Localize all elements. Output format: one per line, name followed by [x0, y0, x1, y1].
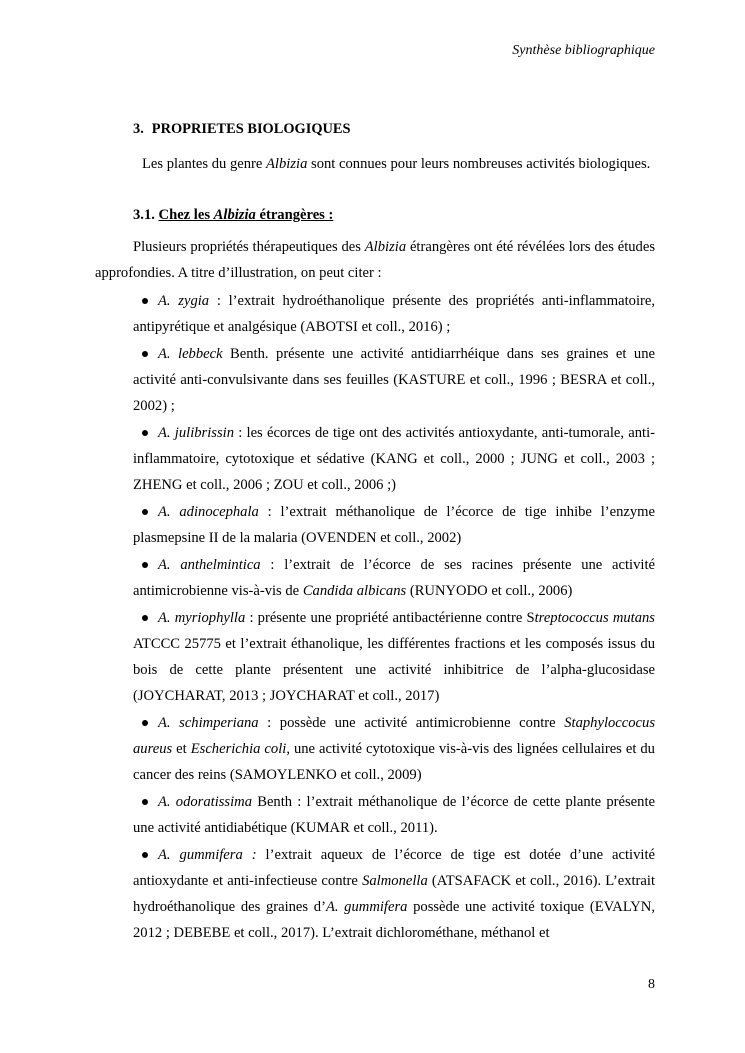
organism-name: treptococcus mutans: [534, 610, 655, 626]
text: Benth : l’extrait méthanolique de l’écorce de cette plante présente une activité antidiabétique (KUMAR et coll., 2011).: [133, 794, 655, 836]
species-name: A. zygia: [158, 293, 210, 309]
bullet-icon: [133, 552, 158, 578]
bullet-icon: [133, 789, 158, 815]
bullet-icon: [133, 605, 158, 631]
section-heading: [133, 121, 351, 138]
species-name: A. gummifera :: [158, 847, 257, 863]
intro-paragraph: [95, 151, 655, 177]
list-item: [133, 710, 655, 788]
list-item: [133, 552, 655, 604]
bullet-icon: [133, 288, 158, 314]
genus-name: Albizia: [266, 156, 308, 172]
species-list: [133, 288, 655, 947]
list-item: [133, 789, 655, 841]
bullet-icon: [133, 710, 158, 736]
running-header: Synthèse bibliographique: [512, 43, 655, 58]
genus-name: Albizia: [364, 239, 407, 255]
species-name: A. myriophylla: [158, 610, 246, 626]
text: et: [172, 741, 191, 757]
text: Chez les: [158, 207, 214, 223]
text: possède une activité toxique (EVALYN, 2012 ; DEBEBE et coll., 2017). L’extrait dichlorométhane, méthanol et: [133, 899, 655, 941]
text: Les plantes du genre: [142, 156, 267, 172]
list-item: [133, 341, 655, 419]
species-name: A. julibrissin: [158, 425, 234, 441]
species-name: A. lebbeck: [158, 346, 223, 362]
text: : les écorces de tige ont des activités antioxydante, anti-tumorale, anti-inflammatoire, cytotoxique et sédative (KANG et coll., 2000 ; JUNG et coll., 2003 ; ZHENG et coll., 2006 ; ZOU et coll., 2006 ;): [133, 425, 655, 493]
species-name: A. adinocephala: [158, 504, 259, 520]
species-name: A. schimperiana: [158, 715, 259, 731]
section-title: PROPRIETES BIOLOGIQUES: [151, 121, 351, 137]
text: : présente une propriété antibactérienne contre S: [245, 610, 535, 626]
section-number: 3.: [133, 121, 144, 137]
genus-name: Albizia: [213, 207, 256, 223]
list-item: [133, 288, 655, 340]
organism-name: Escherichia coli: [190, 741, 287, 757]
text: , une activité cytotoxique vis-à-vis des lignées cellulaires et du cancer des reins (SAMOYLENKO et coll., 2009): [133, 741, 655, 783]
text: Plusieurs propriétés thérapeutiques des: [133, 239, 365, 255]
body-paragraph: [95, 234, 655, 286]
list-item: [133, 420, 655, 498]
text: : l’extrait méthanolique de l’écorce de tige inhibe l’enzyme plasmepsine II de la malaria (OVENDEN et coll., 2002): [133, 504, 655, 546]
text: : possède une activité antimicrobienne contre: [258, 715, 565, 731]
text: : l’extrait de l’écorce de ses racines présente une activité antimicrobienne vis-à-vis de: [133, 557, 655, 599]
bullet-icon: [133, 341, 158, 367]
organism-name: Salmonella: [362, 873, 428, 889]
bullet-icon: [133, 499, 158, 525]
subsection-number: 3.1.: [133, 207, 155, 223]
subsection-heading: [133, 207, 333, 224]
text: sont connues pour leurs nombreuses activités biologiques.: [307, 156, 651, 172]
text: Benth. présente une activité antidiarrhéique dans ses graines et une activité anti-convulsivante dans ses feuilles (KASTURE et coll., 1996 ; BESRA et coll., 2002) ;: [133, 346, 655, 414]
species-name: A. odoratissima: [158, 794, 252, 810]
species-name: A. anthelmintica: [158, 557, 261, 573]
text: (RUNYODO et coll., 2006): [406, 583, 573, 599]
text: étrangères :: [255, 207, 334, 223]
bullet-icon: [133, 842, 158, 868]
text: : l’extrait hydroéthanolique présente des propriétés anti-inflammatoire, antipyrétique et analgésique (ABOTSI et coll., 2016) ;: [133, 293, 655, 335]
list-item: [133, 499, 655, 551]
organism-name: Staphyloccocus aureus: [133, 715, 655, 757]
text: étrangères ont été révélées lors des études approfondies. A titre d’illustration, on peut citer :: [95, 239, 655, 281]
list-item: [133, 605, 655, 709]
subsection-title: [159, 207, 334, 223]
bullet-icon: [133, 420, 158, 446]
species-name: A. gummifera: [325, 899, 408, 915]
text: l’extrait aqueux de l’écorce de tige est dotée d’une activité antioxydante et anti-infectieuse contre: [133, 847, 655, 889]
organism-name: Candida albicans: [302, 583, 407, 599]
list-item: [133, 842, 655, 946]
text: (ATSAFACK et coll., 2016). L’extrait hydroéthanolique des graines d’: [133, 873, 655, 915]
page-number: 8: [648, 977, 655, 992]
text: ATCCC 25775 et l’extrait éthanolique, les différentes fractions et les composés issus du bois de cette plante présentent une activité inhibitrice de l’alpha-glucosidase (JOYCHARAT, 2013 ; JOYCHARAT et coll., 2017): [133, 636, 655, 704]
